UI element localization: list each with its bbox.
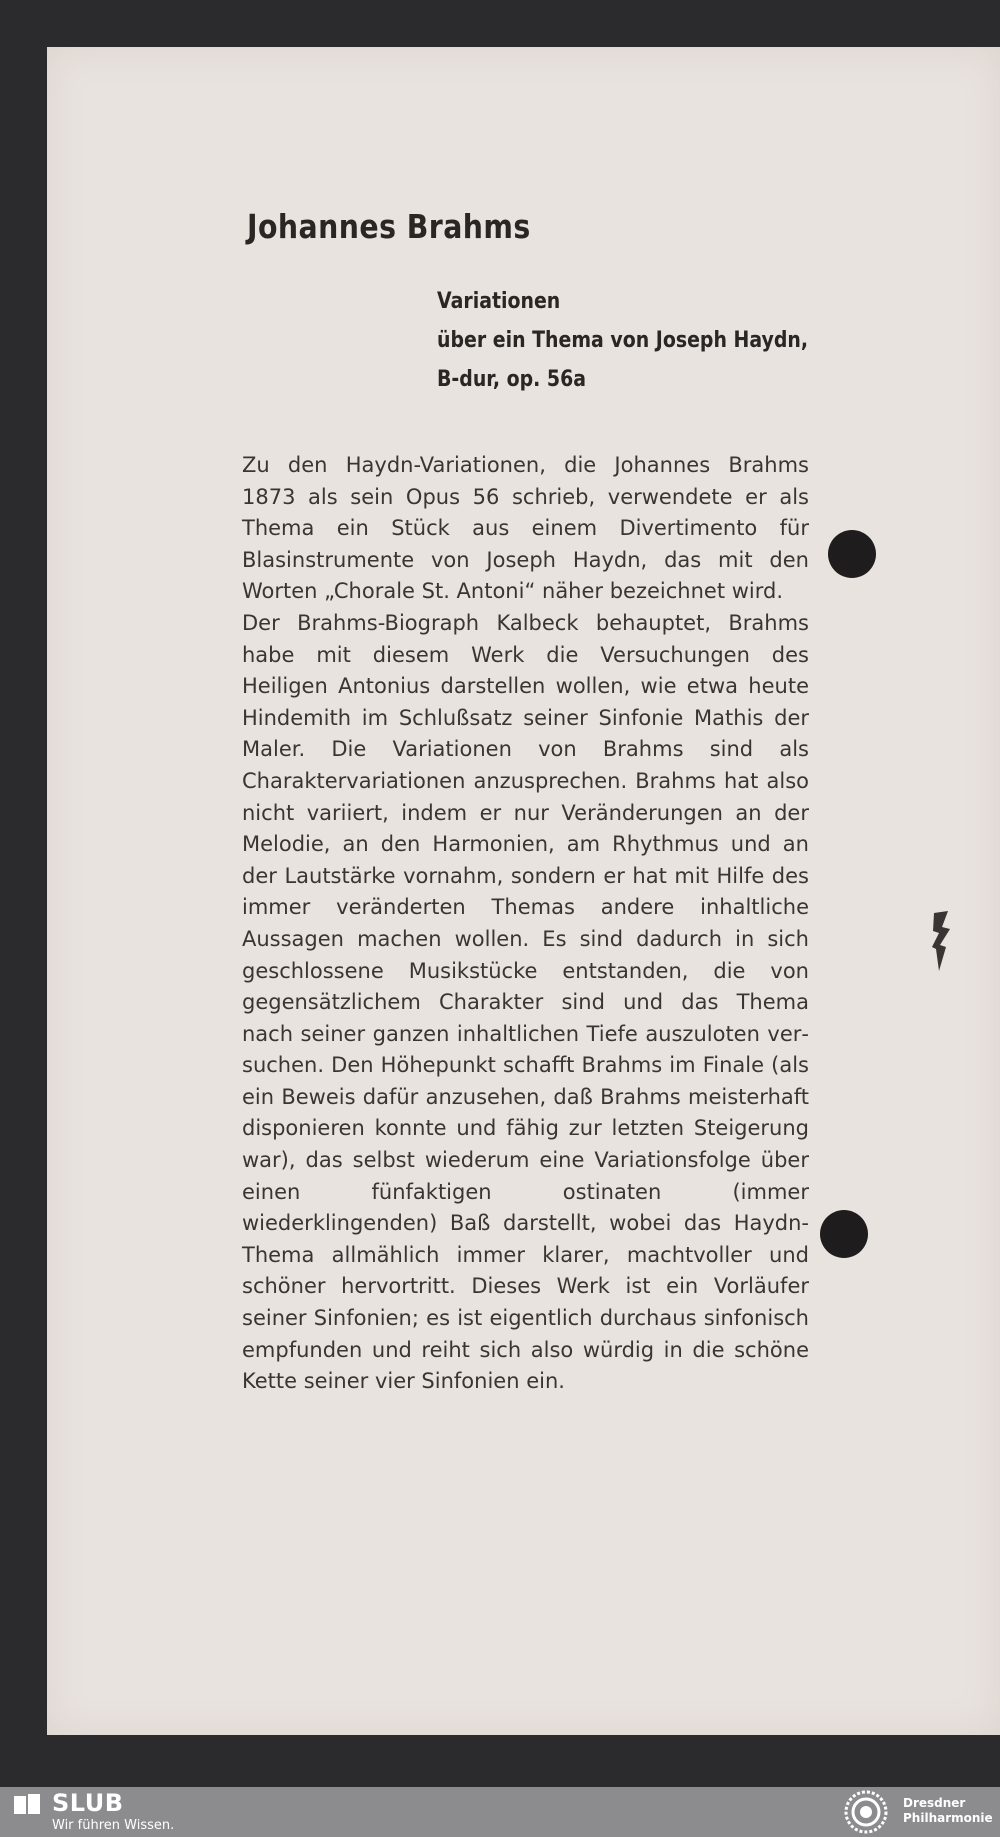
- subtitle-line-3: B-dur, op. 56a: [437, 367, 587, 392]
- partner-name-line-1: Dresdner: [903, 1796, 966, 1810]
- document-page: [47, 47, 1000, 1735]
- subtitle-line-2: über ein Thema von Joseph Haydn,: [437, 328, 809, 353]
- ink-mark: [930, 905, 952, 975]
- body-text: [242, 450, 809, 1398]
- paragraph-2: Der Brahms-Biograph Kalbeck behauptet, Brahms habe mit diesem Werk die Versuchungen des Heiligen Antonius darstellen wollen, wie etwa heute Hindemith im Schlußsatz seiner Sinfonie Mathis der Maler. Die Variationen von Brahms sind als Charaktervariationen anzusprechen. Brahms hat also nicht variiert, indem er nur Veränderungen an der Melodie, an den Harmonien, am Rhythmus und an der Lautstärke vornahm, sondern er hat mit Hilfe des immer veränderten Themas andere inhaltliche Aussagen machen wollen. Es sind dadurch in sich geschlossene Musikstücke entstanden, die von gegensätzlichem Charakter sind und das Thema nach seiner ganzen inhaltlichen Tiefe auszuloten versuchen. Den Höhepunkt schafft Brahms im Finale (als ein Beweis dafür anzusehen, daß Brahms meisterhaft disponieren konnte und fähig zur letzten Steigerung war), das selbst wiederum eine Variationsfolge über einen fünfaktigen ostinaten (immer wiederklingenden) Baß darstellt, wobei das Haydn-Thema allmählich immer klarer, machtvoller und schöner hervortritt. Dieses Werk ist ein Vorläufer seiner Sinfonien; es ist eigentlich durchaus sinfonisch empfunden und reiht sich also würdig in die schöne Kette seiner vier Sinfonien ein.: [242, 610, 809, 1394]
- sunburst-logo-icon[interactable]: [842, 1789, 890, 1835]
- book-icon: [14, 1794, 40, 1816]
- slub-tagline: Wir führen Wissen.: [52, 1818, 175, 1833]
- partner-name-line-2: Philharmonie: [903, 1811, 993, 1825]
- punch-hole: [828, 530, 876, 578]
- subtitle-line-1: Variationen: [437, 289, 561, 314]
- punch-hole: [820, 1210, 868, 1258]
- footer-bar: [0, 1787, 1000, 1837]
- document-heading: Johannes Brahms: [247, 207, 531, 246]
- slub-logo-text[interactable]: SLUB: [52, 1789, 124, 1817]
- partner-name: [903, 1796, 998, 1826]
- work-subtitle: [437, 282, 917, 399]
- paragraph-1: Zu den Haydn-Variationen, die Johannes Brahms 1873 als sein Opus 56 schrieb, verwendete er als Thema ein Stück aus einem Divertimento für Blasinstrumente von Joseph Haydn, das mit den Worten „Chorale St. Antoni“ näher bezeichnet wird.: [242, 453, 809, 604]
